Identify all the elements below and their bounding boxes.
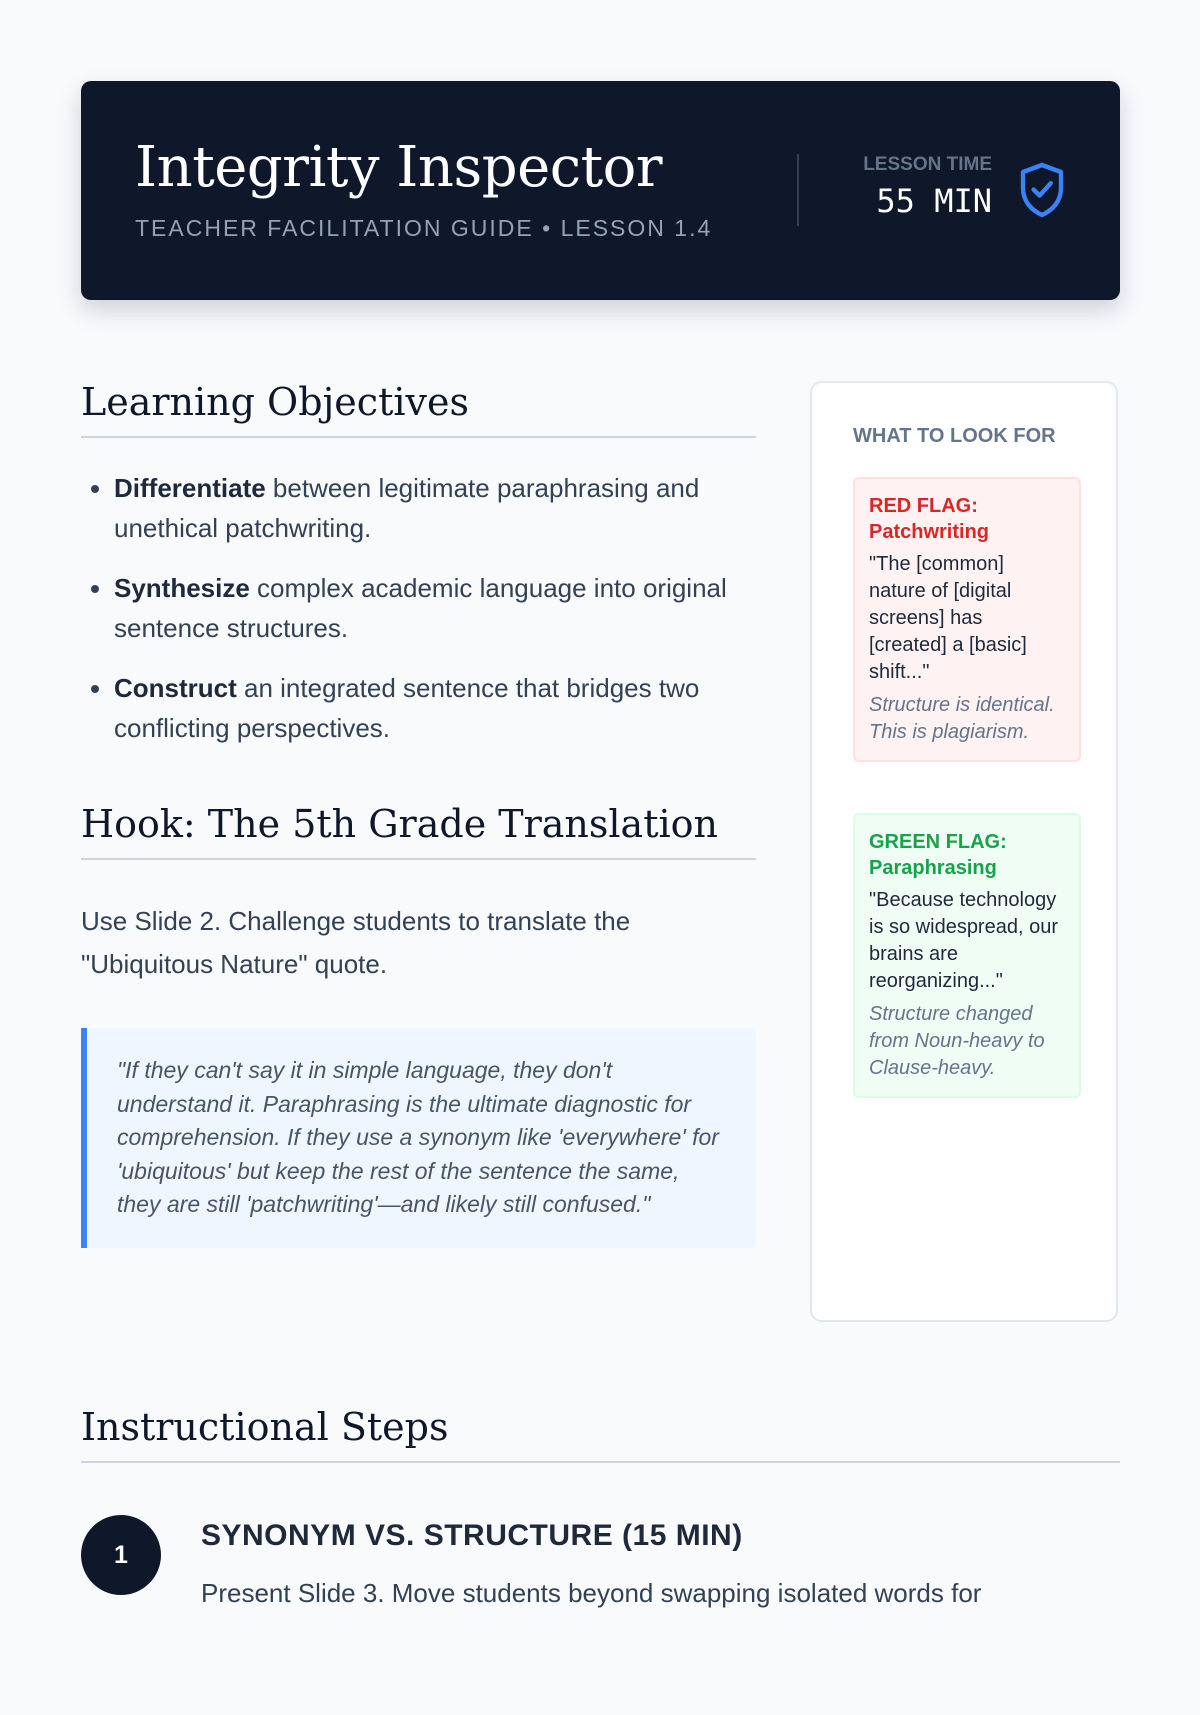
main-content [81, 380, 756, 1248]
header-banner [81, 81, 1120, 300]
red-flag-card [853, 477, 1081, 762]
lesson-time-value: 55 MIN [876, 182, 992, 220]
objective-text: between legitimate paraphrasing and unethical patchwriting. [114, 473, 700, 543]
page-subtitle: TEACHER FACILITATION GUIDE • LESSON 1.4 [135, 215, 713, 241]
step-number-badge: 1 [81, 1515, 161, 1595]
steps-title: Instructional Steps [81, 1405, 1120, 1463]
red-flag-title: RED FLAG: Patchwriting [869, 495, 990, 543]
step-item [81, 1515, 1120, 1715]
green-flag-example: "Because technology is so widespread, our brains are reorganizing..." [869, 889, 1058, 992]
page-title: Integrity Inspector [135, 135, 663, 200]
red-flag-example: "The [common] nature of [digital screens] has [created] a [basic] shift..." [869, 553, 1027, 683]
hook-instructions: Use Slide 2. Challenge students to translate the "Ubiquitous Nature" quote. [81, 906, 631, 979]
lesson-time-label: LESSON TIME [863, 154, 992, 175]
instructional-steps [81, 1405, 1120, 1715]
green-flag-title: GREEN FLAG: Paraphrasing [869, 831, 1007, 879]
objective-text: complex academic language into original sentence structures. [114, 573, 727, 643]
objectives-list [81, 468, 756, 748]
look-for-sidebar [810, 381, 1118, 1322]
list-item [114, 668, 756, 748]
red-flag-note: Structure is identical. This is plagiarism. [869, 694, 1055, 743]
list-item [114, 568, 756, 648]
step-title: SYNONYM VS. STRUCTURE (15 MIN) [201, 1519, 743, 1552]
objective-verb: Construct [114, 673, 237, 703]
green-flag-card [853, 813, 1081, 1098]
list-item [114, 468, 756, 548]
objective-text: an integrated sentence that bridges two conflicting perspectives. [114, 673, 700, 743]
objective-verb: Synthesize [114, 573, 250, 603]
header-divider [797, 154, 799, 226]
sidebar-heading: WHAT TO LOOK FOR [853, 425, 1056, 447]
step-text: Present Slide 3. Move students beyond swapping isolated words for [201, 1578, 982, 1608]
green-flag-note: Structure changed from Noun-heavy to Clause-heavy. [869, 1003, 1045, 1079]
objective-verb: Differentiate [114, 473, 266, 503]
hook-title: Hook: The 5th Grade Translation [81, 802, 756, 860]
objectives-title: Learning Objectives [81, 380, 756, 438]
teacher-quote: "If they can't say it in simple language, they don't understand it. Paraphrasing is the ultimate diagnostic for comprehension. If they use a synonym like 'everywhere' for 'ubiquitous' but keep the rest of the sentence the same, they are still 'patchwriting'—and likely still confused." [81, 1028, 756, 1248]
shield-check-icon [1017, 162, 1067, 218]
